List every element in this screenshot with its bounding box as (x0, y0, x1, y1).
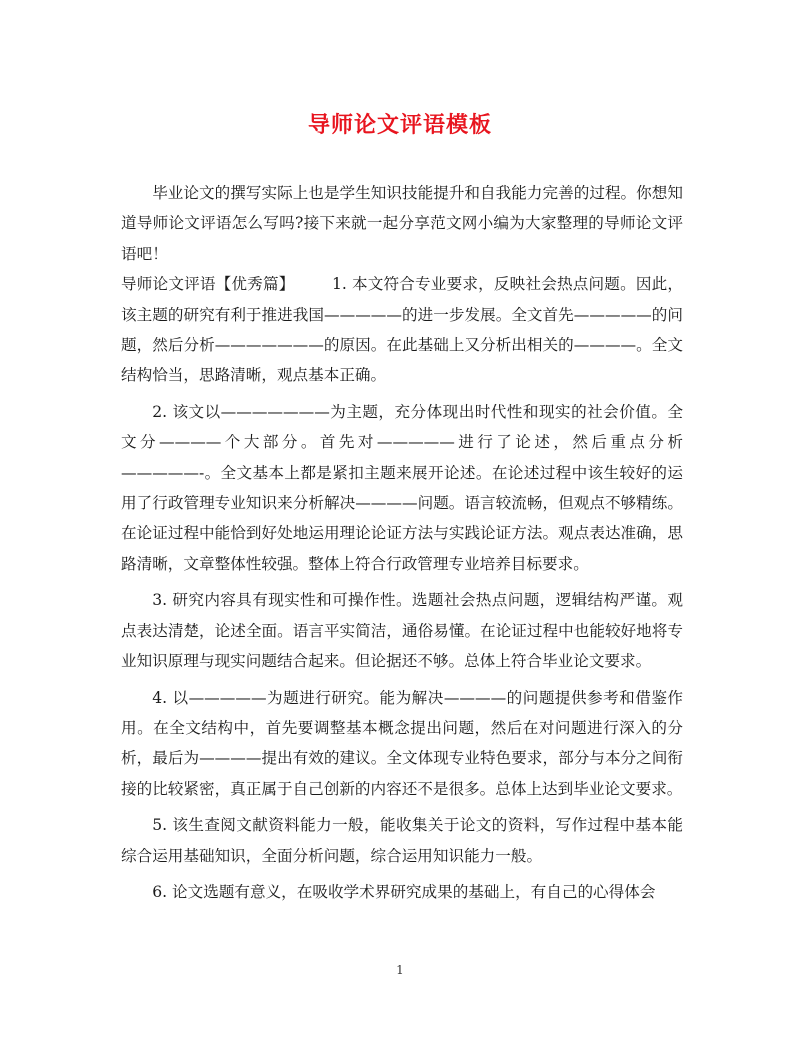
section-heading: 导师论文评语【优秀篇】 (121, 275, 295, 294)
paragraph-1-text: 1. 本文符合专业要求，反映社会热点问题。因此，该主题的研究有利于推进我国—————的进一步发展。全文首先—————的问题，然后分析———————的原因。在此基础上又分析出相关的————。全文结构恰当，思路清晰，观点基本正确。 (121, 275, 683, 385)
paragraph-4: 4. 以—————为题进行研究。能为解决————的问题提供参考和借鉴作用。在全文结构中，首先要调整基本概念提出问题，然后在对问题进行深入的分析，最后为————提出有效的建议。全文体现专业特色要求，部分与本分之间衔接的比较紧密，真正属于自己创新的内容还不是很多。总体上达到毕业论文要求。 (121, 688, 683, 798)
page-number: 1 (396, 963, 404, 977)
paragraph-6: 6. 论文选题有意义，在吸收学术界研究成果的基础上，有自己的心得体会 (152, 882, 656, 901)
paragraph-3: 3. 研究内容具有现实性和可操作性。选题社会热点问题，逻辑结构严谨。观点表达清楚，论述全面。语言平实简洁，通俗易懂。在论证过程中也能较好地将专业知识原理与现实问题结合起来。但论据还不够。总体上符合毕业论文要求。 (121, 591, 683, 671)
intro-paragraph: 毕业论文的撰写实际上也是学生知识技能提升和自我能力完善的过程。你想知道导师论文评语怎么写吗?接下来就一起分享范文网小编为大家整理的导师论文评语吧！ (121, 184, 683, 263)
paragraph-1 (121, 269, 683, 391)
paragraph-2: 2. 该文以———————为主题，充分体现出时代性和现实的社会价值。全文分————个大部分。首先对—————进行了论述，然后重点分析—————-。全文基本上都是紧扣主题来展开论述。在论述过程中该生较好的运用了行政管理专业知识来分析解决————问题。语言较流畅，但观点不够精练。在论证过程中能恰到好处地运用理论论证方法与实践论证方法。观点表达准确，思路清晰，文章整体性较强。整体上符合行政管理专业培养目标要求。 (121, 402, 683, 573)
document-title: 导师论文评语模板 (307, 112, 492, 138)
paragraph-5: 5. 该生查阅文献资料能力一般，能收集关于论文的资料，写作过程中基本能综合运用基础知识，全面分析问题，综合运用知识能力一般。 (121, 816, 683, 865)
document-body (121, 178, 683, 907)
